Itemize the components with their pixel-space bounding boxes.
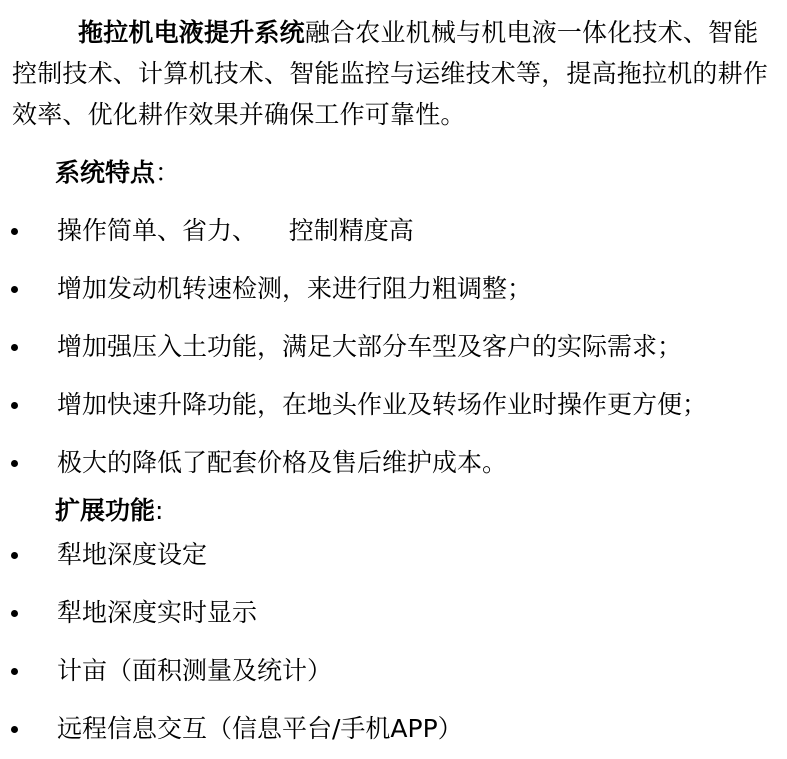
- bullet-icon: [11, 228, 18, 235]
- extension-text: 犁地深度设定: [57, 540, 208, 569]
- extensions-heading: [55, 496, 163, 526]
- features-heading-text: 系统特点: [55, 158, 156, 187]
- extensions-heading-colon: :: [155, 496, 164, 525]
- bullet-icon: [11, 402, 18, 409]
- intro-paragraph: [12, 12, 780, 135]
- list-item: [0, 656, 787, 686]
- feature-text: 极大的降低了配套价格及售后维护成本。: [57, 448, 508, 477]
- bullet-icon: [11, 286, 18, 293]
- bullet-icon: [11, 726, 18, 733]
- list-item: [0, 598, 787, 628]
- feature-text: 增加发动机转速检测，来进行阻力粗调整；: [57, 274, 533, 303]
- bullet-icon: [11, 344, 18, 351]
- bullet-icon: [11, 552, 18, 559]
- features-heading: [55, 158, 180, 188]
- list-item: [0, 448, 787, 478]
- features-heading-colon: ：: [155, 158, 181, 187]
- bullet-icon: [11, 668, 18, 675]
- list-item: [0, 332, 787, 362]
- list-item: [0, 540, 787, 570]
- bullet-icon: [11, 460, 18, 467]
- intro-body: 融合农业机械与机电液一体化技术、智能控制技术、计算机技术、智能监控与运维技术等，提高拖拉机的耕作效率、优化耕作效果并确保工作可靠性。: [12, 18, 769, 129]
- feature-text: 增加强压入土功能，满足大部分车型及客户的实际需求；: [57, 332, 683, 361]
- list-item: [0, 714, 787, 744]
- feature-text: 增加快速升降功能，在地头作业及转场作业时操作更方便；: [57, 390, 708, 419]
- list-item: [0, 216, 787, 246]
- extension-text: 计亩（面积测量及统计）: [57, 656, 333, 685]
- extension-text: 犁地深度实时显示: [57, 598, 258, 627]
- list-item: [0, 274, 787, 304]
- bullet-icon: [11, 610, 18, 617]
- extensions-heading-text: 扩展功能: [55, 496, 156, 525]
- feature-text: 操作简单、省力、 控制精度高: [57, 216, 414, 245]
- intro-lead-bold: 拖拉机电液提升系统: [78, 18, 305, 47]
- extension-text: 远程信息交互（信息平台/手机APP）: [57, 714, 463, 743]
- list-item: [0, 390, 787, 420]
